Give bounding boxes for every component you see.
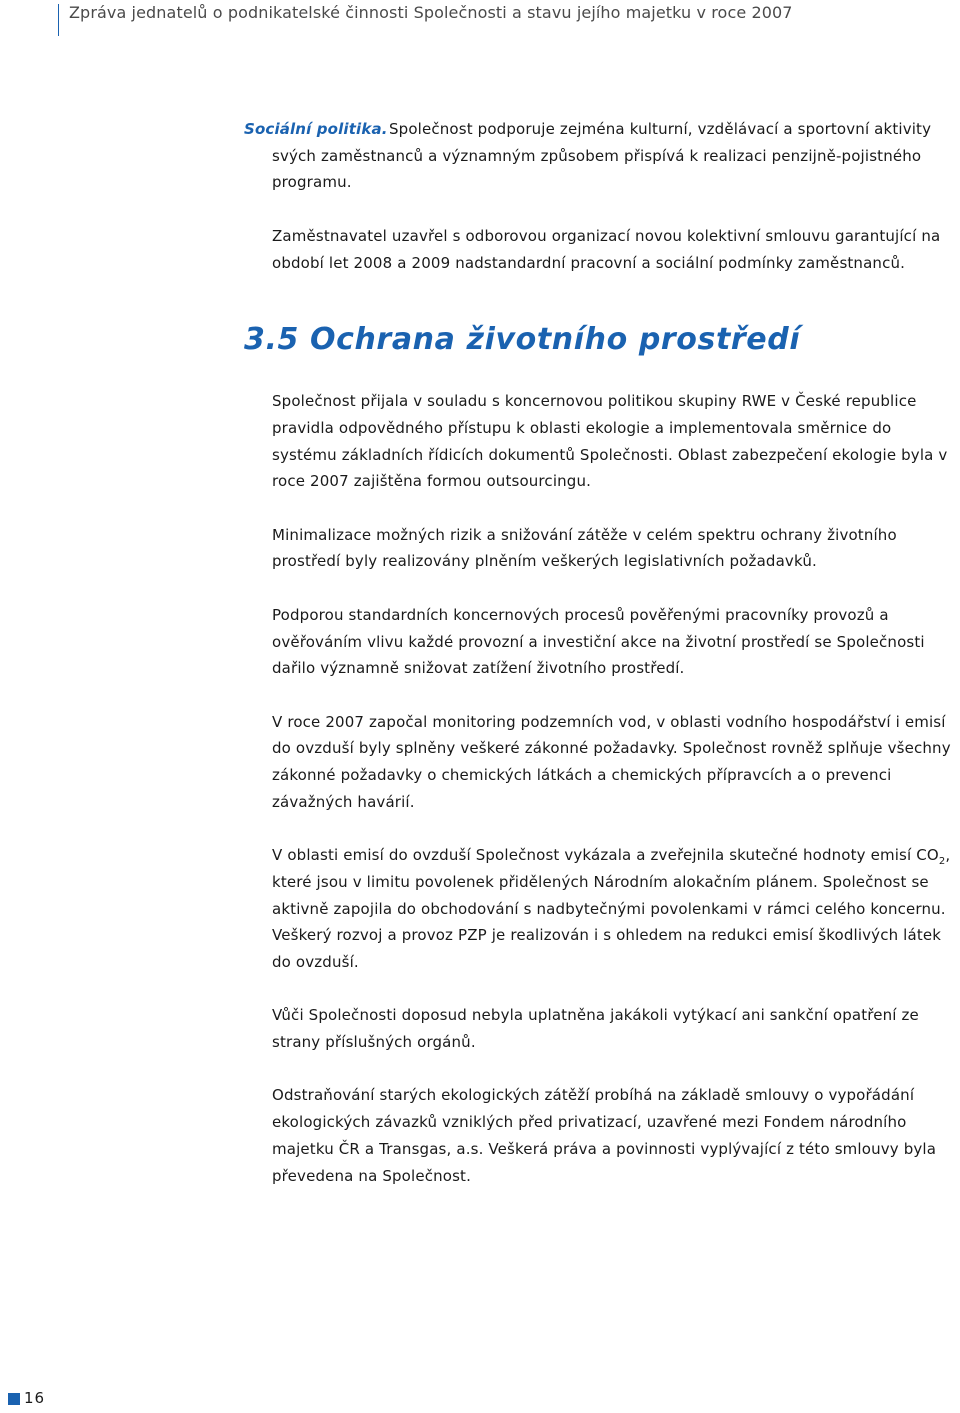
main-content [244, 116, 952, 1216]
section-paragraph-2: Minimalizace možných rizik a snižování zátěže v celém spektru ochrany životního prostředí byly realizovány plněním veškerých legislativních požadavků. [272, 525, 897, 571]
emissions-text-before: V oblasti emisí do ovzduší Společnost vykázala a zveřejnila skutečné hodnoty emisí CO [272, 846, 939, 865]
section-paragraph-7: Odstraňování starých ekologických zátěží probíhá na základě smlouvy o vypořádání ekologických závazků vzniklých před privatizací, uzavřené mezi Fondem národního majetku ČR a Transgas, a.s. Veškerá práva a povinnosti vyplývající z této smlouvy byla převedena na Společnost. [272, 1086, 937, 1185]
co2-subscript: 2 [938, 856, 946, 868]
lead-label: Sociální politika. [244, 120, 388, 138]
page-header-title: Zpráva jednatelů o podnikatelské činnosti Společnosti a stavu jejího majetku v roce 2007 [69, 3, 793, 22]
section-paragraph-3: Podporou standardních koncernových procesů pověřenými pracovníky provozů a ověřováním vlivu každé provozní a investiční akce na životní prostředí se Společnosti dařilo významně snižovat zatížení životního prostředí. [272, 605, 925, 678]
page-number: 16 [24, 1389, 46, 1407]
intro-paragraph [244, 116, 952, 196]
section-paragraph-6: Vůči Společnosti doposud nebyla uplatněna jakákoli vytýkací ani sankční opatření ze strany příslušných orgánů. [272, 1006, 919, 1051]
emissions-text-after: , které jsou v limitu povolenek přidělených Národním alokačním plánem. Společnost se aktivně zapojila do obchodování s nadbytečnými povolenkami v rámci celého koncernu. Veškerý rozvoj a provoz PZP je realizován i s ohledem na redukci emisí škodlivých látek do ovzduší. [272, 846, 951, 971]
header-rule [58, 4, 59, 36]
section-paragraph-4: V roce 2007 započal monitoring podzemních vod, v oblasti vodního hospodářství i emisí do ovzduší byly splněny veškeré zákonné požadavky. Společnost rovněž splňuje všechny zákonné požadavky o chemických látkách a chemických přípravcích a o prevenci závažných havárií. [272, 712, 951, 811]
emissions-paragraph [272, 842, 952, 976]
section-paragraph-1: Společnost přijala v souladu s koncernovou politikou skupiny RWE v České republice pravidla odpovědného přístupu k oblasti ekologie a implementovala směrnice do systému základních řídicích dokumentů Společnosti. Oblast zabezpečení ekologie byla v roce 2007 zajištěna formou outsourcingu. [272, 392, 948, 491]
intro-paragraph-2: Zaměstnavatel uzavřel s odborovou organizací novou kolektivní smlouvu garantující na období let 2008 a 2009 nadstandardní pracovní a sociální podmínky zaměstnanců. [272, 226, 941, 272]
section-heading: 3.5 Ochrana životního prostředí [244, 322, 801, 358]
intro-text: Společnost podporuje zejména kulturní, vzdělávací a sportovní aktivity svých zaměstnanců a významným způsobem přispívá k realizaci penzijně-pojistného programu. [272, 120, 932, 192]
footer-square-marker [8, 1393, 20, 1405]
